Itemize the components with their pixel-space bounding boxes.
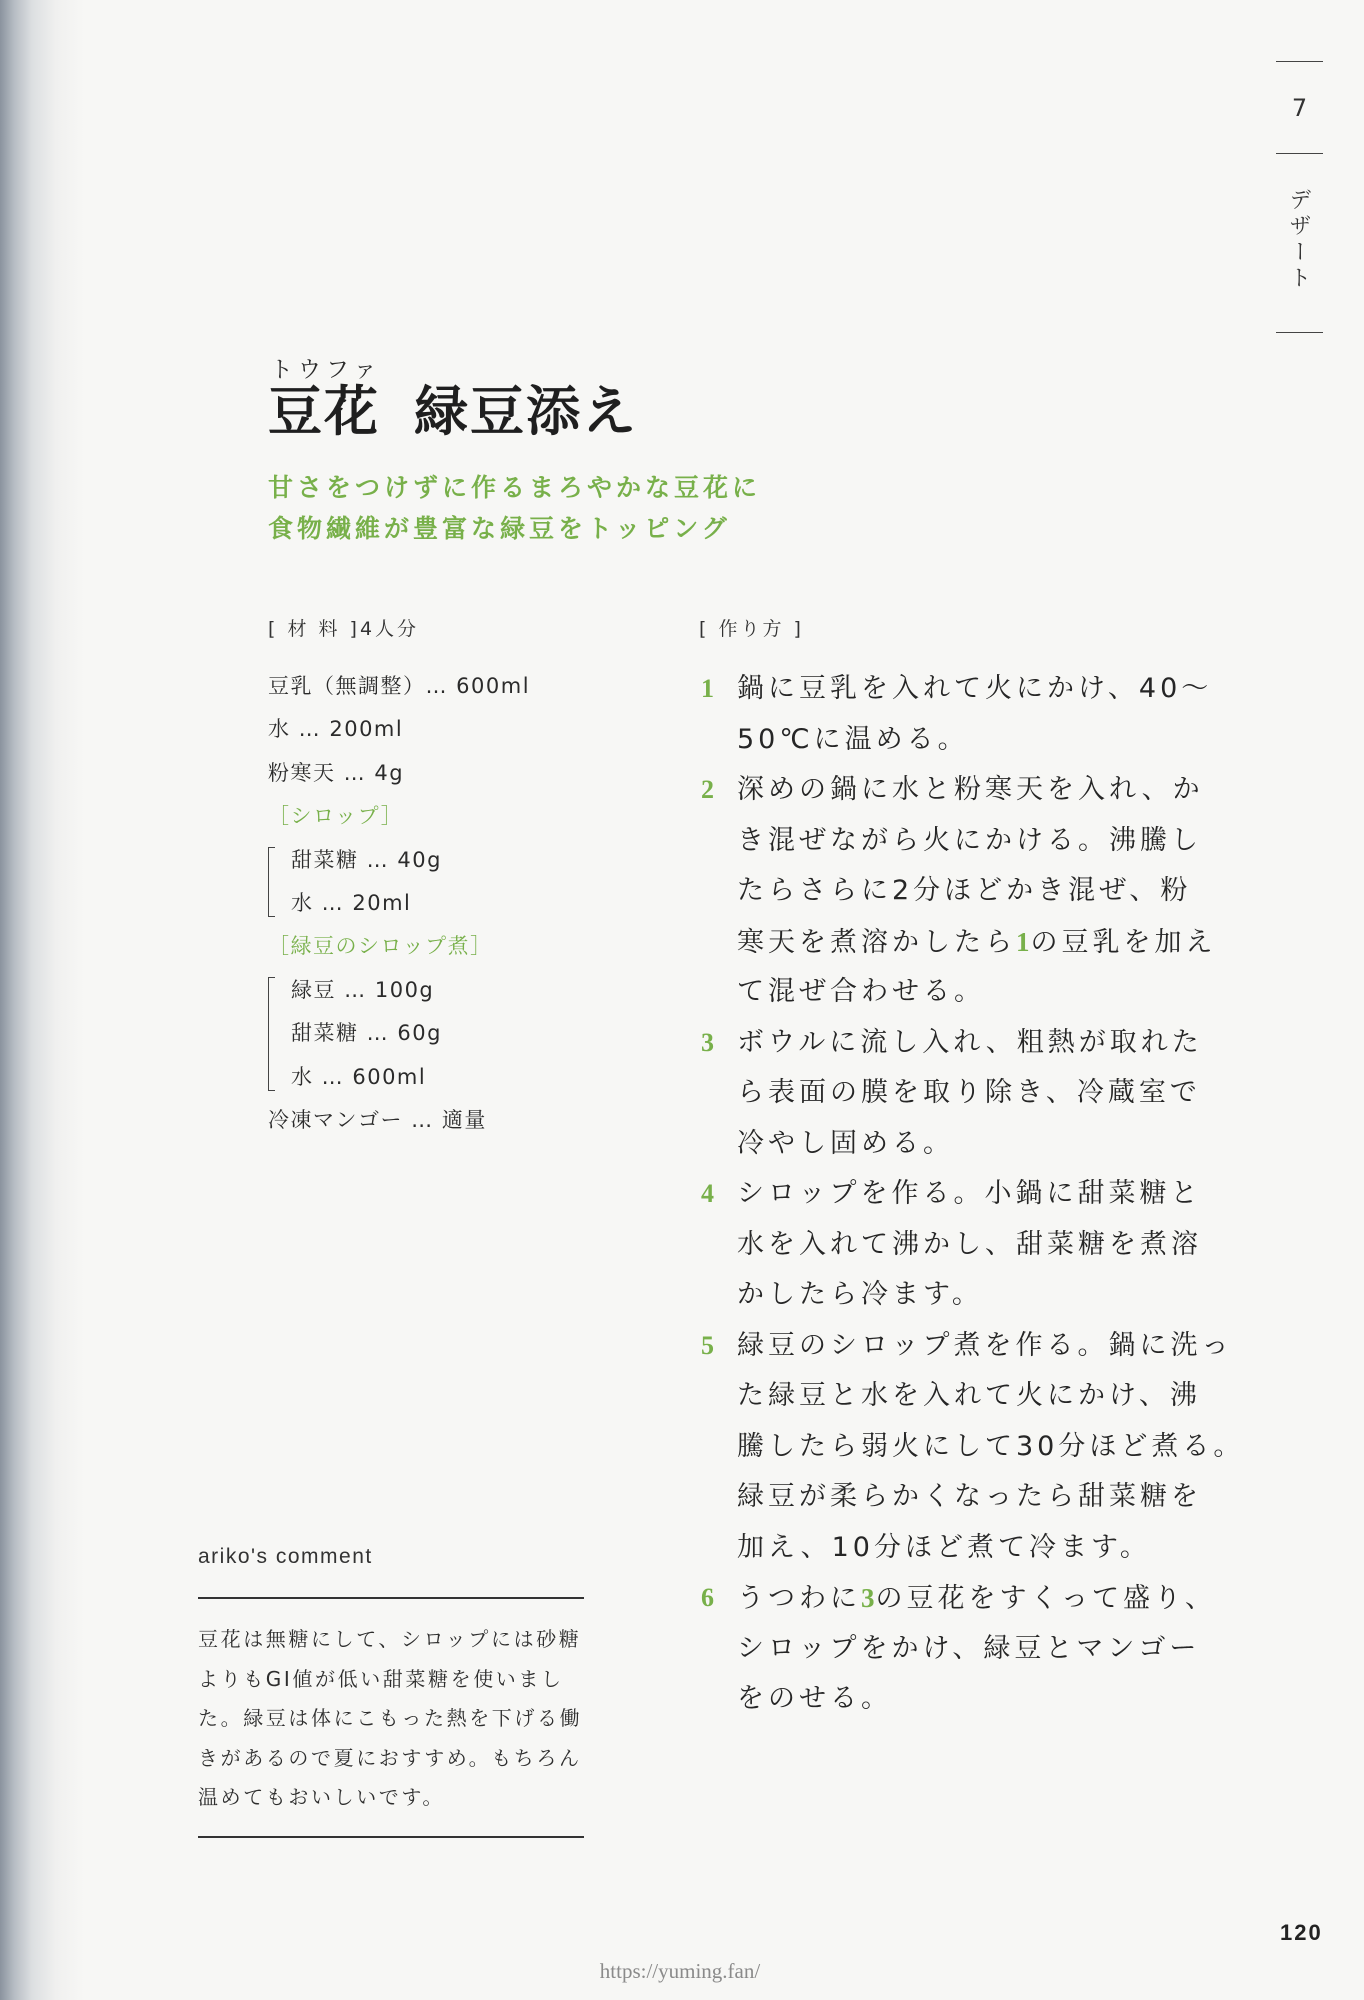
lead-line: 食物繊維が豊富な緑豆をトッピング <box>268 514 731 543</box>
step-4 <box>699 1169 1244 1321</box>
step-line: 加え、10分ほど煮て冷ます。 <box>737 1531 1151 1563</box>
ingredient-mung-bean: 緑豆 … 100g <box>291 977 435 1002</box>
step-reference: 3 <box>861 1583 876 1613</box>
ingredient-beet-sugar: 甜菜糖 … 60g <box>291 1021 442 1046</box>
step-line: ボウルに流し入れ、粗熱が取れた <box>737 1026 1203 1058</box>
ingredient-soy-milk: 豆乳（無調整）… 600ml <box>268 674 531 698</box>
step-text <box>737 1321 1244 1574</box>
chapter-number: 7 <box>1291 94 1308 122</box>
step-text-segment: の豆花をすくって盛り、 <box>875 1583 1216 1614</box>
recipe-title <box>268 380 638 444</box>
step-text <box>737 1169 1202 1321</box>
step-text <box>737 765 1217 1018</box>
step-text-segment: うつわに <box>737 1583 861 1614</box>
ingredients-heading-label: [ 材 料 ] <box>268 618 360 640</box>
step-reference: 1 <box>1016 926 1031 957</box>
title-sub: 緑豆添え <box>414 380 638 443</box>
step-1 <box>699 664 1244 765</box>
ingredients-heading <box>268 616 419 642</box>
method-heading: [ 作り方 ] <box>699 618 804 640</box>
comment-line: た。緑豆は体にこもった熱を下げる働 <box>198 1706 583 1731</box>
comment-rule-bottom <box>198 1836 584 1838</box>
ingredient-beet-sugar: 甜菜糖 … 40g <box>291 847 442 872</box>
comment-body <box>198 1620 582 1818</box>
ingredient-agar: 粉寒天 … 4g <box>268 760 405 785</box>
page-number: 120 <box>1280 1920 1323 1945</box>
step-number: 5 <box>701 1330 714 1360</box>
method-steps <box>699 664 1244 1725</box>
step-text <box>737 664 1212 765</box>
chapter-rule-middle <box>1276 153 1323 154</box>
comment-line: 豆花は無糖にして、シロップには砂糖 <box>198 1627 582 1651</box>
step-line: たらさらに2分ほどかき混ぜ、粉 <box>737 875 1192 906</box>
step-line <box>737 1573 1216 1624</box>
step-line: ら表面の膜を取り除き、冷蔵室で <box>737 1077 1201 1108</box>
step-line: 緑豆が柔らかくなったら甜菜糖を <box>737 1481 1202 1512</box>
ingredient-frozen-mango: 冷凍マンゴー … 適量 <box>268 1107 487 1132</box>
comment-line: きがあるので夏におすすめ。もちろん <box>198 1745 582 1770</box>
step-line: き混ぜながら火にかける。沸騰し <box>737 824 1202 856</box>
step-line <box>737 917 1217 968</box>
step-2 <box>699 765 1244 1018</box>
step-line: て混ぜ合わせる。 <box>737 976 985 1007</box>
step-line: 鍋に豆乳を入れて火にかけ、40～ <box>737 673 1213 704</box>
step-number: 1 <box>701 674 714 703</box>
step-line: 冷やし固める。 <box>737 1127 954 1159</box>
step-line: 緑豆のシロップ煮を作る。鍋に洗っ <box>737 1329 1233 1361</box>
ingredient-list <box>268 665 530 1142</box>
watermark: https://yuming.fan/ <box>599 1959 761 1983</box>
step-number: 6 <box>701 1583 714 1612</box>
step-line: かしたら冷ます。 <box>737 1279 983 1310</box>
step-line: 50℃に温める。 <box>737 723 969 755</box>
step-number: 3 <box>701 1027 714 1057</box>
step-text <box>737 1018 1203 1170</box>
chapter-name: デザート <box>1286 188 1311 292</box>
step-text-segment: 寒天を煮溶かしたら <box>737 926 1016 958</box>
step-5 <box>699 1321 1244 1574</box>
ingredient-group-syrup <box>268 839 530 926</box>
step-line: シロップをかけ、緑豆とマンゴー <box>737 1632 1201 1664</box>
servings: 4人分 <box>359 618 420 640</box>
step-text-segment: の豆乳を加え <box>1030 926 1217 958</box>
step-line: 騰したら弱火にして30分ほど煮る。 <box>737 1430 1245 1462</box>
step-line: シロップを作る。小鍋に甜菜糖と <box>737 1178 1202 1209</box>
ingredient-water: 水 … 200ml <box>268 717 404 742</box>
step-line: 深めの鍋に水と粉寒天を入れ、か <box>737 774 1204 805</box>
step-number: 2 <box>701 775 714 804</box>
comment-label: ariko's comment <box>198 1545 373 1568</box>
step-line: 水を入れて沸かし、甜菜糖を煮溶 <box>737 1228 1202 1260</box>
ingredient-group-syrup-label: ［シロップ］ <box>268 804 404 829</box>
step-number: 4 <box>701 1179 714 1208</box>
step-line: た緑豆と水を入れて火にかけ、沸 <box>737 1380 1201 1411</box>
title-main: 豆花 <box>268 380 380 443</box>
comment-rule-top <box>198 1597 584 1599</box>
step-line: をのせる。 <box>737 1683 892 1714</box>
step-6 <box>699 1573 1244 1725</box>
ingredient-water: 水 … 20ml <box>291 890 412 915</box>
step-3 <box>699 1018 1244 1170</box>
chapter-rule-top <box>1276 61 1323 62</box>
ingredient-group-mung-bean-label: ［緑豆のシロップ煮］ <box>268 934 493 959</box>
step-text <box>737 1573 1216 1725</box>
title-ruby: トウファ <box>270 357 382 383</box>
comment-line: 温めてもおいしいです。 <box>198 1785 445 1810</box>
ingredient-water: 水 … 600ml <box>291 1064 427 1089</box>
chapter-rule-bottom <box>1276 332 1323 333</box>
comment-line: よりもGI値が低い甜菜糖を使いまし <box>198 1666 564 1691</box>
recipe-lead <box>268 467 761 549</box>
lead-line: 甘さをつけずに作るまろやかな豆花に <box>268 473 762 502</box>
ingredient-group-mung-bean <box>268 969 530 1099</box>
